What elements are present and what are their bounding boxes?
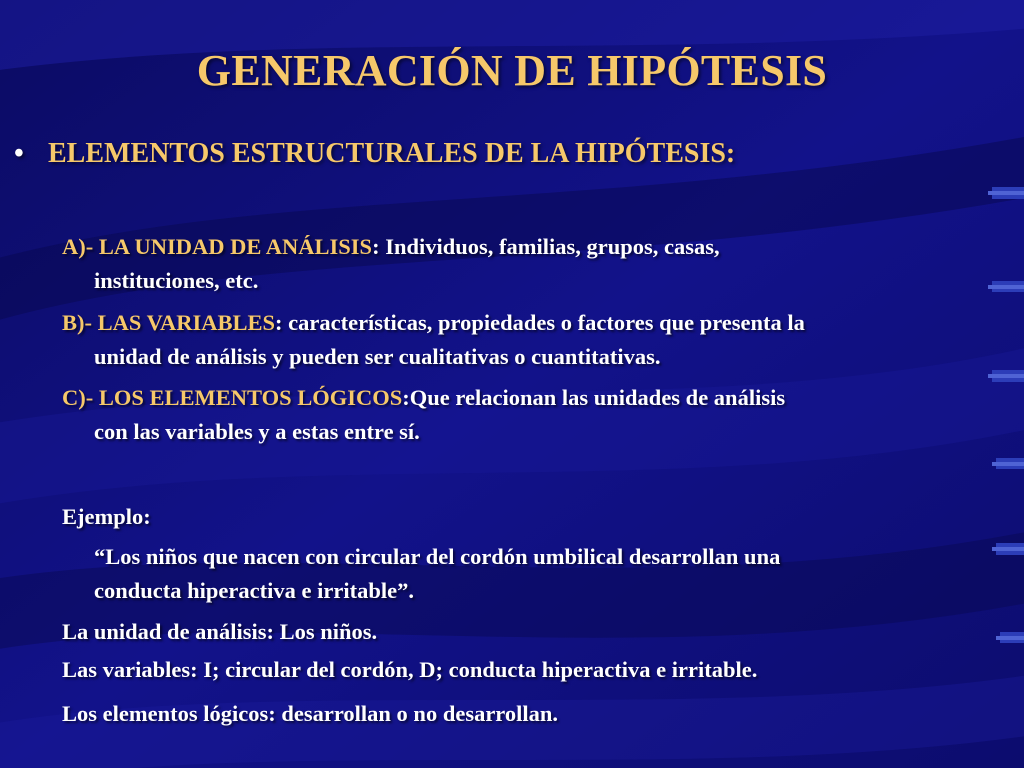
element-unit-of-analysis: [62, 230, 1012, 298]
element-variables: [62, 306, 1012, 374]
element-separator: :: [372, 234, 386, 259]
slide-title: GENERACIÓN DE HIPÓTESIS: [196, 46, 828, 95]
element-description-line2: con las variables y a estas entre sí.: [94, 419, 420, 444]
example-heading: Ejemplo:: [62, 504, 151, 529]
example-quote-line1: “Los niños que nacen con circular del cordón umbilical desarrollan una: [94, 544, 781, 569]
element-description-line2: instituciones, etc.: [94, 268, 259, 293]
element-description-line2: unidad de análisis y pueden ser cualitativas o cuantitativas.: [94, 344, 661, 369]
element-separator: :: [275, 310, 289, 335]
bullet-icon: •: [14, 138, 24, 169]
element-separator: :: [402, 385, 410, 410]
element-description-line1: Individuos, familias, grupos, casas,: [385, 234, 720, 259]
element-label: C)- LOS ELEMENTOS LÓGICOS: [62, 385, 403, 410]
example-quote-line2: conducta hiperactiva e irritable”.: [94, 578, 414, 603]
element-description-line1: características, propiedades o factores que presenta la: [288, 310, 805, 335]
element-label: B)- LAS VARIABLES: [62, 310, 275, 335]
example-variables: Las variables: I; circular del cordón, D; conducta hiperactiva e irritable.: [62, 657, 758, 682]
example-logical-elements: Los elementos lógicos: desarrollan o no desarrollan.: [62, 701, 559, 726]
example-unit-of-analysis: La unidad de análisis: Los niños.: [62, 619, 378, 644]
bullet-heading: ELEMENTOS ESTRUCTURALES DE LA HIPÓTESIS:: [48, 138, 736, 169]
bullet-heading-row: [14, 138, 735, 170]
element-logical-elements: [62, 381, 1012, 449]
element-label: A)- LA UNIDAD DE ANÁLISIS: [62, 234, 373, 259]
example-quote: [62, 540, 1012, 608]
element-description-line1: Que relacionan las unidades de análisis: [409, 385, 786, 410]
